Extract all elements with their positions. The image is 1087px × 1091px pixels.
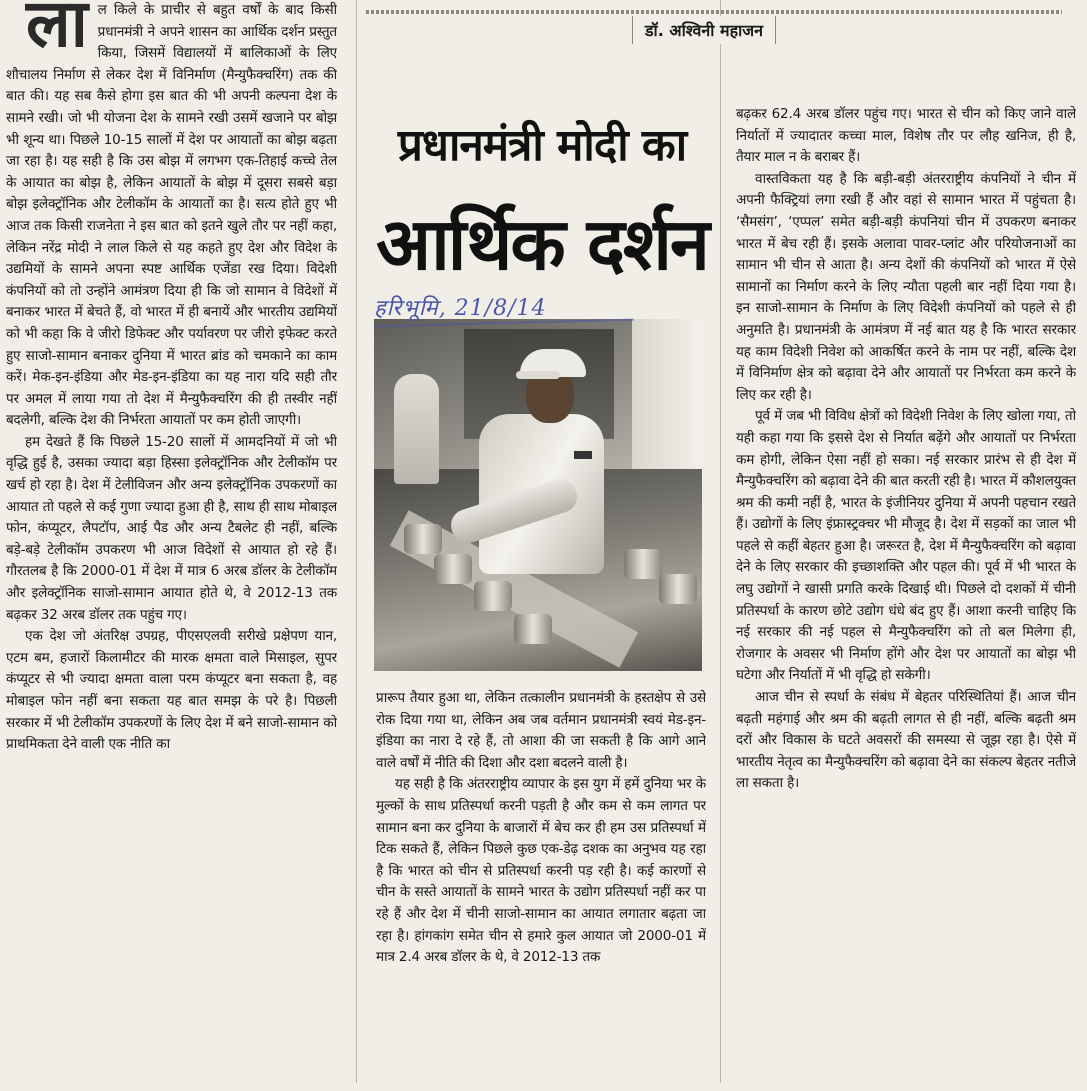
paragraph: एक देश जो अंतरिक्ष उपग्रह, पीएसएलवी सरीखे प्रक्षेपण यान, एटम बम, हजारों किलामीटर की मारक क्षमता वाले मिसाइल, सुपर कंप्यूटर से भी ज्यादा क्षमता वाला परम कंप्यूटर बना सकता है, वह मोबाइल फोन नहीं बना सकता यह बात समझ के परे है। पिछली सरकार में भी टेलीकॉम उपकरणों के लिए देश में बने साजो-सामान को प्राथमिकता देने वाली एक नीति का xyxy=(6,628,337,753)
article-column-1 xyxy=(6,0,337,1080)
photo-badge xyxy=(574,451,592,459)
paragraph: यह सही है कि अंतरराष्ट्रीय व्यापार के इस युग में हमें दुनिया भर के मुल्कों के साथ प्रतिस्पर्धा करनी पड़ती है और कम से कम लागत पर सामान बना कर दुनिया के बाजारों में बेच कर ही हम उस प्रतिस्पर्धा में टिक सकते हैं, लेकिन पिछले कुछ एक-डेढ़ दशक का अनुभव यह रहा है कि भारत को चीन से प्रतिस्पर्धा करनी पड़ रही है। कई कारणों से चीन के सस्ते आयातों के सामने भारत के उद्योग प्रतिस्पर्धा नहीं कर पा रहे हैं और देश में चीनी साजो-सामान का आयात लगातार बढ़ता जा रहा है। हांगकांग समेत चीन से हमारे कुल आयात जो 2000-01 में मात्र 2.4 अरब डॉलर के थे, वे 2012-13 तक xyxy=(376,776,706,966)
photo-metal-part xyxy=(434,554,472,584)
paragraph: हम देखते हैं कि पिछले 15-20 सालों में आमदनियों में जो भी वृद्धि हुई है, उसका ज्यादा बड़ा हिस्सा इलेक्ट्रॉनिक और टेलीकॉम पर खर्च हो रहा है। देश में टेलीविजन और अन्य इलेक्ट्रॉनिक उपकरणों का आयात तो पहले से कई गुणा ज्यादा हुआ ही है, साथ ही साथ मोबाइल फोन, कंप्यूटर, लैपटॉप, आई पैड और अन्य टैबलेट ही नहीं, बल्कि बड़े-बड़े टेलीकॉम उपकरण भी आज विदेशों से आयात हो रहे हैं। गौरतलब है कि 2000-01 में देश में मात्र 6 अरब डॉलर के टेलीकॉम और इलेक्ट्रॉनिक साजो-सामान आयात होते थे, वे 2012-13 तक बढ़कर 32 अरब डॉलर तक पहुंच गए। xyxy=(6,433,337,623)
paragraph: बढ़कर 62.4 अरब डॉलर पहुंच गए। भारत से चीन को किए जाने वाले निर्यातों में ज्यादातर कच्चा माल, विशेष तौर पर लौह खनिज, ही है, तैयार माल न के बराबर हैं। xyxy=(736,106,1076,166)
photo-metal-part xyxy=(624,549,662,579)
photo-worker-cap-brim xyxy=(516,371,560,379)
photo-metal-part xyxy=(404,524,442,554)
column-divider xyxy=(356,0,357,1083)
paragraph: ल किले के प्राचीर से बहुत वर्षों के बाद किसी प्रधानमंत्री ने अपने शासन का आर्थिक दर्शन प्रस्तुत किया, जिसमें विद्यालयों में बालिकाओं के लिए शौचालय निर्माण से लेकर देश में विनिर्माण (मैन्युफैक्चरिंग) तक की बात की। यह सब कैसे होगा इस बात की भी अपनी कल्पना देश के सामने रखी। जो भी योजना देश के सामने रखी उसमें खजाने पर बोझ भी शून्य था। पिछले 10-15 सालों में देश पर आयातों का बोझ बढ़ता जा रहा है। यह सही है कि उस बोझ में लगभग एक-तिहाई कच्चे तेल के आयात का बोझ है, लेकिन आयातों के बोझ में दूसरा सबसे बड़ा बोझ इलेक्ट्रॉनिक और टेलीकॉम के आयातों का है। सत्य होते हुए भी आज तक किसी राजनेता ने इस बात को इतने खुले तौर पर नहीं कहा, लेकिन नरेंद्र मोदी ने लाल किले से यह कहते हुए देश और विदेश के उद्यमियों के सामने अपना स्पष्ट आर्थिक एजेंडा रख दिया। विदेशी कंपनियों को तो उन्होंने आमंत्रण दिया ही कि जो सामान वे विदेशों में बनाकर भारत में बेचते हैं, वो भारत में ही बनायें और भारतीय उद्यमियों को भी कहा कि वे जीरो डिफेक्ट और पर्यावरण पर जीरो इफेक्ट करते हुए साजो-सामान बनाकर दुनिया में भारत ब्रांड को चमकाने का काम करें। मेक-इन-इंडिया और मेड-इन-इंडिया का यह नारा यदि सही तौर पर अमल में लाया गया तो देश में मैन्युफैक्चरिंग की ही तस्वीर नहीं बदलेगी, बल्कि देश की निर्भरता आयातों पर कम होती जाएगी। xyxy=(6,2,337,429)
photo-metal-part xyxy=(514,614,552,644)
article-column-2 xyxy=(376,688,706,1083)
paragraph: वास्तविकता यह है कि बड़ी-बड़ी अंतरराष्ट्रीय कंपनियों ने चीन में अपनी फैक्ट्रियां लगा रखी हैं और वहां से सामान भारत में पहुंचता है। ‘सैमसंग’, ‘एप्पल’ समेत बड़ी-बड़ी कंपनियां चीन में उपकरण बनाकर भारत में बेच रही हैं। इसके अलावा पावर-प्लांट और परियोजनाओं का सामान भी चीन से आता है। अन्य देशों की कंपनियों को भारत में ऐसे सामानों का निर्माण करने के लिए न्यौता पहली बार नहीं दिया गया है। इन साजो-सामान के निर्माण के लिए विदेशी कंपनियों को पहले से ही अनुमति है। प्रधानमंत्री के आमंत्रण में नई बात यह है कि भारत सरकार यह काम विदेशी निवेश को आकर्षित करने के नाम पर नहीं, बल्कि देश में विनिर्माण क्षेत्र को बढ़ावा देने और आयातों पर निर्भरता कम करने के लिए कर रही है। xyxy=(736,170,1076,403)
handwritten-source-note: हरिभूमि, 21/8/14 xyxy=(374,296,547,321)
headline-line-2: आर्थिक दर्शन xyxy=(376,202,708,286)
paragraph: प्रारूप तैयार हुआ था, लेकिन तत्कालीन प्रधानमंत्री के हस्तक्षेप से उसे रोक दिया गया था, लेकिन अब जब वर्तमान प्रधानमंत्री स्वयं मेड-इन-इंडिया का नारा दे रहे हैं, तो आशा की जा सकती है कि आगे आने वाले वर्षों में नीति की दिशा और दशा बदलने वाली है। xyxy=(376,690,706,771)
paragraph: आज चीन से स्पर्धा के संबंध में बेहतर परिस्थितियां हैं। आज चीन बढ़ती महंगाई और श्रम की बढ़ती लागत से ही नहीं, बल्कि बढ़ती श्रम दरों और विकास के घटते अवसरों की समस्या से जूझ रहा है। ऐसे में भारतीय नेतृत्व का मैन्युफैक्चरिंग को बढ़ावा देने का संकल्प बेहतर नतीजे ला सकता है। xyxy=(736,689,1076,792)
photo-background-worker xyxy=(394,374,439,484)
article-column-3 xyxy=(736,104,1076,1084)
paragraph: पूर्व में जब भी विविध क्षेत्रों को विदेशी निवेश के लिए खोला गया, तो यही कहा गया कि इससे देश से निर्यात बढ़ेंगे और आयातों पर निर्भरता कम होगी, लेकिन ऐसा नहीं हो सका। नई सरकार प्रारंभ से ही देश में मैन्युफैक्चरिंग को बढ़ावा देने की बात करती रही है। भारत में कौशलयुक्त श्रम की कमी नहीं है, भारत के इंजीनियर दुनिया में अपनी पहचान रखते हैं। उद्योगों के लिए इंफ्रास्ट्रक्चर भी मौजूद है। देश में सड़कों का जाल भी पहले से कहीं बेहतर हुआ है। जरूरत है, देश में मैन्युफैक्चरिंग को बढ़ावा देने के लिए सरकार की इच्छाशक्ति और पहल की। पूर्व में भी भारत के लघु उद्योगों ने खासी प्रगति करके दिखाई थी। पिछले दो दशकों में चीनी प्रतिस्पर्धा के कारण छोटे उद्योग धंधे बंद हुए हैं। आशा करनी चाहिए कि नई सरकार की नई पहल से मैन्युफैक्चरिंग को तो बल मिलेगा ही, रोजगार के अवसर भी निर्माण होंगे और देश पर आयातों का बोझ भी घटेगा और निर्यातों में भी वृद्धि हो सकेगी। xyxy=(736,408,1076,684)
author-byline: डॉ. अश्विनी महाजन xyxy=(632,16,776,44)
drop-cap: ला xyxy=(26,0,88,62)
headline-line-1: प्रधानमंत्री मोदी का xyxy=(397,120,687,171)
photo-metal-part xyxy=(659,574,697,604)
photo-metal-part xyxy=(474,581,512,611)
factory-worker-photo xyxy=(374,319,702,671)
byline-rule xyxy=(366,10,1062,14)
column-divider xyxy=(720,0,721,1083)
